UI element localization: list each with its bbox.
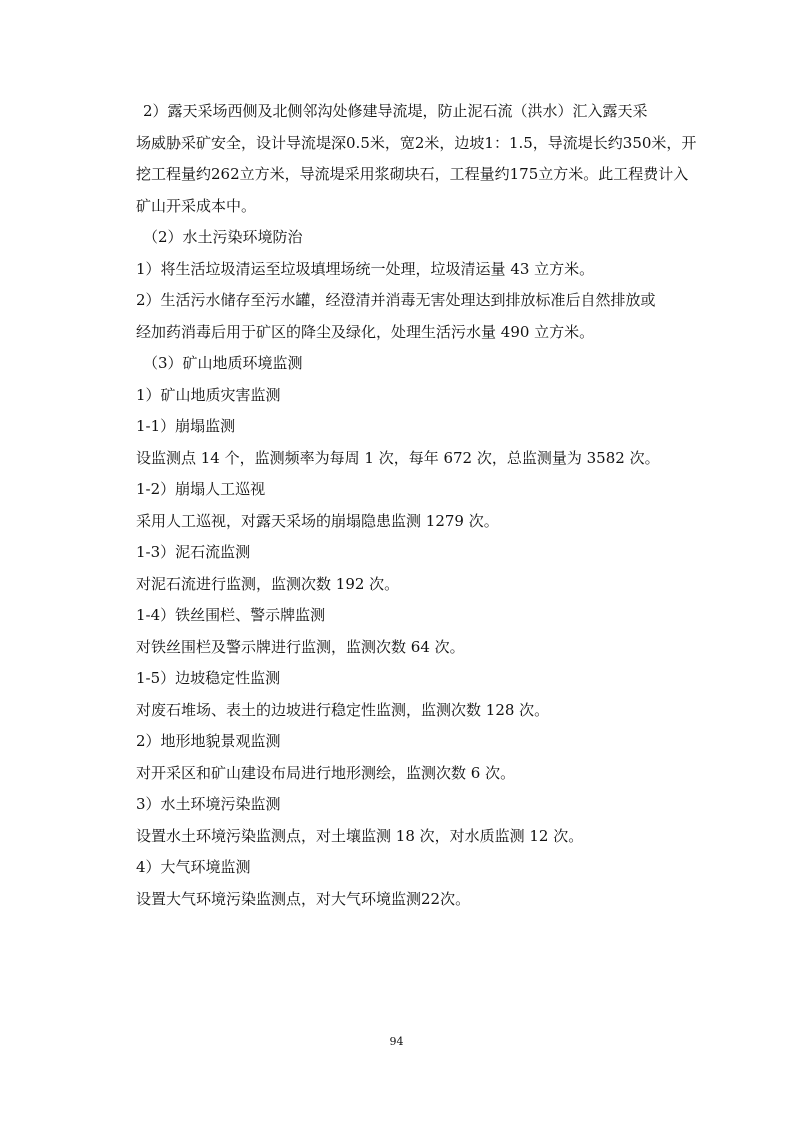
paragraph-line: 设置水土环境污染监测点，对土壤监测 18 次，对水质监测 12 次。 bbox=[136, 826, 584, 845]
subsection-heading: 4）大气环境监测 bbox=[136, 858, 251, 876]
subsection-heading: 2）地形地貌景观监测 bbox=[136, 732, 281, 750]
paragraph-line: 2）生活污水储存至污水罐，经澄清并消毒无害处理达到排放标准后自然排放或 bbox=[136, 291, 656, 309]
subsection-heading: 1）矿山地质灾害监测 bbox=[136, 385, 281, 404]
paragraph-line: 设监测点 14 个，监测频率为每周 1 次，每年 672 次，总监测量为 3582 次。 bbox=[136, 448, 660, 467]
paragraph-line: 对泥石流进行监测，监测次数 192 次。 bbox=[136, 574, 400, 593]
paragraph-line: 矿山开采成本中。 bbox=[136, 196, 257, 215]
section-heading: （2）水土污染环境防治 bbox=[143, 228, 303, 246]
paragraph-line: 2）露天采场西侧及北侧邻沟处修建导流堤，防止泥石流（洪水）汇入露天采 bbox=[143, 102, 648, 120]
item-heading: 1-5）边坡稳定性监测 bbox=[136, 669, 281, 687]
item-heading: 1-2）崩塌人工巡视 bbox=[136, 480, 266, 498]
paragraph-line: 挖工程量约262立方米，导流堤采用浆砌块石，工程量约175立方米。此工程费计入 bbox=[136, 165, 689, 183]
page-number: 94 bbox=[389, 1035, 404, 1048]
subsection-heading: 3）水土环境污染监测 bbox=[136, 795, 281, 813]
item-heading: 1-4）铁丝围栏、警示牌监测 bbox=[136, 606, 326, 624]
item-heading: 1-1）崩塌监测 bbox=[136, 417, 236, 435]
paragraph-line: 对铁丝围栏及警示牌进行监测，监测次数 64 次。 bbox=[136, 637, 465, 656]
paragraph-line: 经加药消毒后用于矿区的降尘及绿化，处理生活污水量 490 立方米。 bbox=[136, 322, 595, 341]
paragraph-line: 1）将生活垃圾清运至垃圾填埋场统一处理，垃圾清运量 43 立方米。 bbox=[136, 259, 595, 278]
paragraph-line: 采用人工巡视，对露天采场的崩塌隐患监测 1279 次。 bbox=[136, 511, 499, 530]
paragraph-line: 设置大气环境污染监测点，对大气环境监测22次。 bbox=[136, 889, 471, 908]
paragraph-line: 对废石堆场、表土的边坡进行稳定性监测，监测次数 128 次。 bbox=[136, 700, 550, 719]
paragraph-line: 场威胁采矿安全，设计导流堤深0.5米，宽2米，边坡1：1.5，导流堤长约350米，开 bbox=[136, 133, 697, 152]
section-heading: （3）矿山地质环境监测 bbox=[143, 354, 303, 372]
item-heading: 1-3）泥石流监测 bbox=[136, 543, 251, 561]
paragraph-line: 对开采区和矿山建设布局进行地形测绘，监测次数 6 次。 bbox=[136, 763, 516, 782]
body-text bbox=[136, 96, 697, 915]
